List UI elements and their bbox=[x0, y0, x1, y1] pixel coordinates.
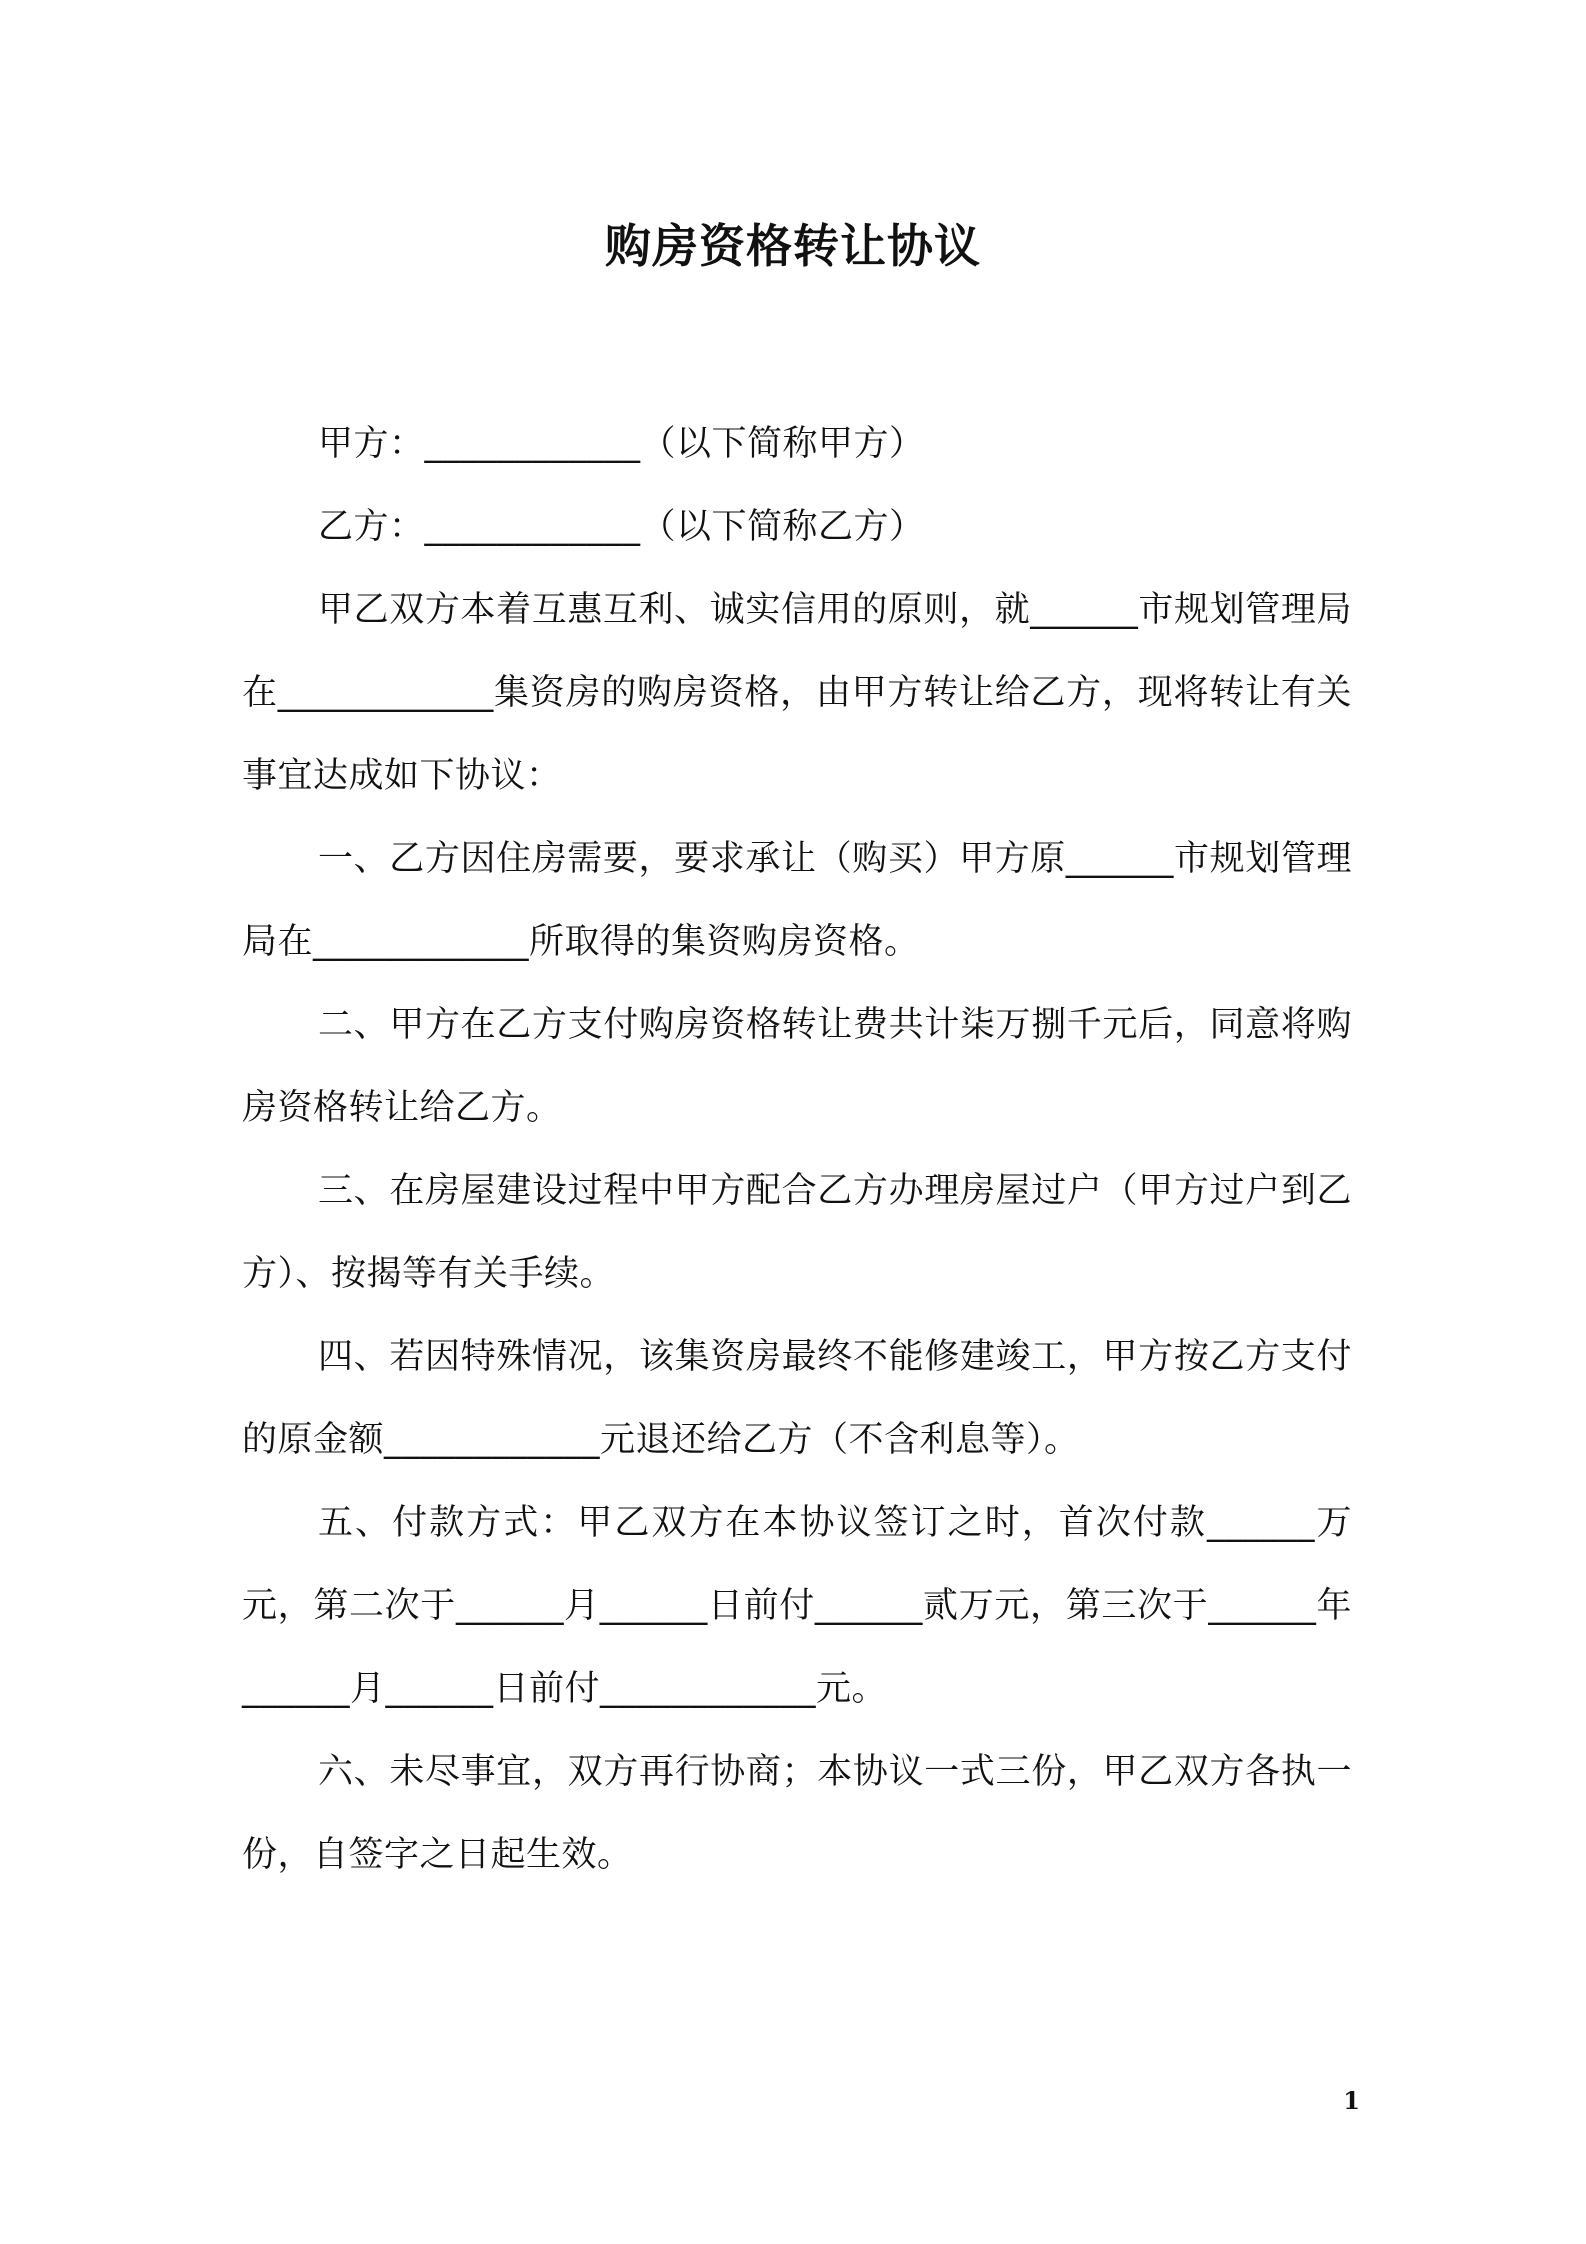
preamble-paragraph: 甲乙双方本着互惠互利、诚实信用的原则，就______市规划管理局在____________集资房的购房资格，由甲方转让给乙方，现将转让有关事宜达成如下协议： bbox=[242, 590, 1352, 796]
document-title: 购房资格转让协议 bbox=[605, 219, 981, 273]
document-body bbox=[242, 403, 1352, 1897]
clause-4: 四、若因特殊情况，该集资房最终不能修建竣工，甲方按乙方支付的原金额____________元退还给乙方（不含利息等）。 bbox=[242, 1337, 1352, 1460]
party-a-line: 甲方：____________（以下简称甲方） bbox=[318, 424, 925, 464]
clause-6: 六、未尽事宜，双方再行协商；本协议一式三份，甲乙双方各执一份，自签字之日起生效。 bbox=[242, 1752, 1352, 1875]
clause-5: 五、付款方式：甲乙双方在本协议签订之时，首次付款______万元，第二次于______月______日前付______贰万元，第三次于______年______月______日前付____________元。 bbox=[242, 1503, 1352, 1709]
clause-2: 二、甲方在乙方支付购房资格转让费共计柒万捌千元后，同意将购房资格转让给乙方。 bbox=[242, 1005, 1352, 1128]
party-b-line: 乙方：____________（以下简称乙方） bbox=[318, 507, 925, 547]
page-number: 1 bbox=[1343, 2086, 1360, 2115]
clause-1: 一、乙方因住房需要，要求承让（购买）甲方原______市规划管理局在____________所取得的集资购房资格。 bbox=[242, 839, 1352, 962]
clause-3: 三、在房屋建设过程中甲方配合乙方办理房屋过户（甲方过户到乙方）、按揭等有关手续。 bbox=[242, 1171, 1352, 1294]
